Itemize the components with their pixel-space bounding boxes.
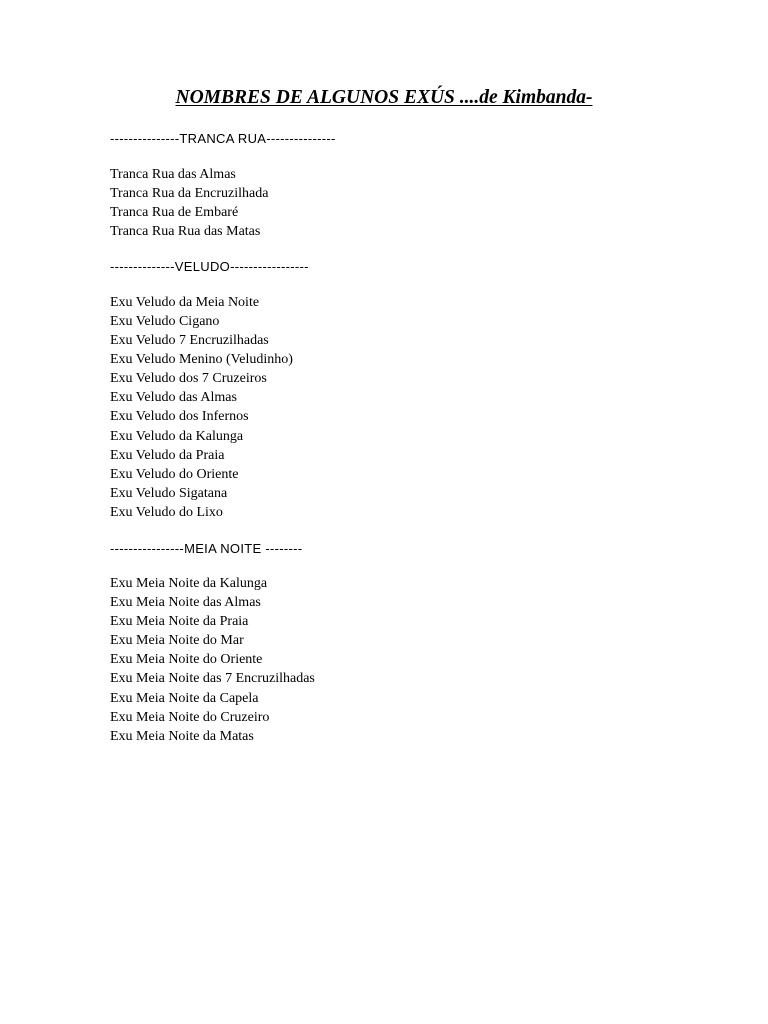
list-meia-noite [110, 574, 710, 746]
list-item: Exu Veludo do Oriente [110, 466, 239, 482]
list-item: Exu Veludo do Lixo [110, 504, 223, 520]
list-item: Exu Veludo dos Infernos [110, 409, 249, 425]
list-item: Exu Veludo Menino (Veludinho) [110, 352, 293, 368]
list-item: Exu Veludo 7 Encruzilhadas [110, 333, 269, 349]
section-header-veludo: --------------VELUDO----------------- [110, 259, 309, 275]
list-item: Exu Meia Noite das 7 Encruzilhadas [110, 671, 315, 687]
list-item: Exu Meia Noite do Mar [110, 633, 244, 649]
document-title: NOMBRES DE ALGUNOS EXÚS ....de Kimbanda- [175, 87, 593, 108]
section-header-tranca-rua: ---------------TRANCA RUA--------------- [110, 131, 336, 146]
list-item: Exu Veludo dos 7 Cruzeiros [110, 371, 267, 387]
list-item: Exu Meia Noite da Kalunga [110, 576, 268, 591]
list-item: Exu Veludo das Almas [110, 390, 237, 406]
list-item: Exu Veludo da Kalunga [110, 428, 244, 444]
list-veludo [110, 293, 710, 522]
list-item: Exu Veludo da Praia [110, 447, 225, 463]
section-tranca-rua [110, 129, 710, 257]
list-item: Tranca Rua da Encruzilhada [110, 185, 269, 201]
section-header-meia-noite: ----------------MEIA NOITE -------- [110, 540, 303, 556]
list-item: Exu Meia Noite da Capela [110, 690, 259, 706]
list-tranca-rua [110, 165, 710, 241]
list-item: Tranca Rua Rua das Matas [110, 223, 261, 239]
list-item: Exu Meia Noite da Praia [110, 614, 249, 630]
section-veludo [110, 257, 710, 538]
document-body [110, 129, 710, 746]
list-item: Tranca Rua das Almas [110, 166, 236, 182]
list-item: Exu Meia Noite das Almas [110, 595, 261, 611]
list-item: Exu Meia Noite do Cruzeiro [110, 709, 270, 725]
list-item: Exu Veludo da Meia Noite [110, 294, 260, 310]
list-item: Exu Meia Noite do Oriente [110, 652, 263, 668]
list-item: Exu Veludo Sigatana [110, 485, 228, 501]
list-item: Exu Veludo Cigano [110, 313, 220, 329]
list-item: Tranca Rua de Embaré [110, 204, 239, 220]
list-item: Exu Meia Noite da Matas [110, 728, 254, 744]
section-meia-noite [110, 539, 710, 746]
